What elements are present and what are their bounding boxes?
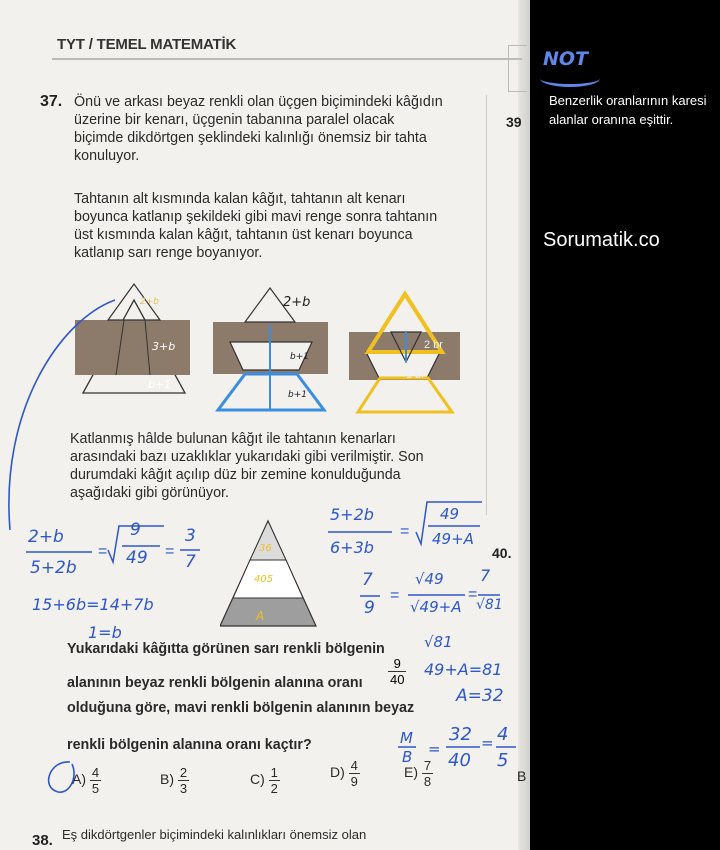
note-text: Benzerlik oranlarının karesi alanlar oranına eşittir. — [549, 93, 707, 127]
req2-num3: 7 — [480, 566, 491, 585]
side-letter-b: B — [517, 768, 527, 784]
final-rd: 5 — [497, 750, 509, 771]
brand-watermark: Sorumatik.co — [543, 229, 660, 251]
header-rule — [52, 58, 522, 60]
final-b: B — [402, 748, 413, 766]
given-ratio: $\frac{9}{40}$ — [390, 656, 405, 687]
req3: 49+A=81 — [424, 660, 503, 679]
question-number: 37. — [40, 93, 63, 110]
req1-num1: 5+2b — [330, 505, 374, 524]
eq2: 15+6b=14+7b — [32, 595, 154, 614]
margin-box — [508, 45, 527, 92]
final-rn: 4 — [497, 724, 509, 745]
eq1-num3: 3 — [185, 526, 196, 546]
final-n: 32 — [449, 724, 472, 745]
svg-text:=: = — [400, 523, 410, 540]
question-line-2: alanının beyaz renkli bölgenin alanına oranı — [67, 675, 363, 691]
eq1-num1: 2+b — [28, 527, 64, 547]
req-lines — [320, 500, 510, 630]
eq1-num2: 9 — [130, 520, 141, 540]
req1-den1: 6+3b — [330, 538, 374, 557]
final-m: M — [400, 729, 413, 747]
req2-den1: 9 — [364, 598, 375, 618]
note-fig1-top: 2+b — [140, 297, 159, 307]
note-title: NOT — [543, 48, 589, 70]
page-header: TYT / TEMEL MATEMATİK — [57, 36, 237, 53]
option-e[interactable]: E) $\frac{7}{8}$ — [404, 758, 432, 789]
answer-mark — [40, 752, 90, 802]
sqrt81: √81 — [424, 633, 453, 651]
req1-num2: 49 — [440, 505, 460, 523]
side-question-number-40: 40. — [492, 545, 512, 561]
note-fig2-top: 2+b — [283, 295, 311, 310]
triangle-label-bot: A — [256, 609, 265, 623]
label-two-br: 2 br — [424, 339, 443, 351]
question-paragraph-1: Önü ve arkası beyaz renkli olan üçgen biçimindeki kâğıdın üzerine bir kenarı, üçgenin tabanına paralel olacak biçimde dikdörtgen şeklindeki kalınlığı önemsiz bir tahta konuluyor. — [74, 94, 443, 164]
pen-curve — [0, 290, 200, 550]
note-fig1-bot: b+1 — [148, 378, 172, 391]
side-question-number-39: 39 — [506, 114, 522, 130]
label-one-br: 1 br — [406, 369, 425, 381]
req2-num2: √49 — [415, 570, 444, 588]
req2-num1: 7 — [362, 570, 373, 590]
req4: A=32 — [456, 686, 504, 706]
eq1-den3: 7 — [185, 552, 196, 572]
note-fig2-mid: b+1 — [290, 352, 309, 362]
column-divider — [486, 95, 487, 515]
final-eq2: = — [481, 734, 494, 752]
triangle-label-mid: 405 — [254, 574, 274, 585]
option-b[interactable]: B) $\frac{2}{3}$ — [160, 765, 188, 796]
next-question-number: 38. — [32, 832, 53, 849]
svg-text:=: = — [468, 586, 478, 603]
note-fig1-mid: 3+b — [152, 340, 176, 353]
svg-text:=: = — [390, 587, 400, 604]
req2-den3: √81 — [476, 597, 503, 613]
option-c[interactable]: C) $\frac{1}{2}$ — [250, 765, 278, 796]
option-a[interactable]: A) $\frac{4}{5}$ — [72, 765, 100, 796]
question-paragraph-3: Katlanmış hâlde bulunan kâğıt ile tahtanın kenarları arasındaki bazı uzaklıklar yukarıdaki gibi verilmiştir. Son durumdaki kâğıt açılıp düz bir zemine konulduğunda aşağıdaki gibi görünüyor. — [70, 431, 424, 501]
req1-den2: 49+A — [432, 530, 474, 548]
eq1-den2: 49 — [126, 548, 148, 568]
note-underline — [540, 70, 600, 87]
req2-den2: √49+A — [410, 598, 462, 616]
next-question-text: Eş dikdörtgenler biçimindeki kalınlıkları önemsiz olan — [62, 827, 367, 842]
final-d: 40 — [448, 750, 471, 771]
figure-2 — [213, 288, 328, 410]
eq3: 1=b — [88, 623, 122, 642]
svg-text:=: = — [165, 543, 175, 560]
final-eq: = — [428, 740, 441, 758]
eq1-lines — [0, 520, 220, 585]
question-line-3: olduğuna göre, mavi renkli bölgenin alanının beyaz — [67, 700, 415, 716]
note-fig2-bot: b+1 — [288, 390, 307, 400]
triangle-label-top: 36 — [259, 543, 272, 554]
question-line-1: Yukarıdaki kâğıtta görünen sarı renkli bölgenin — [67, 641, 385, 657]
eq1-den1: 5+2b — [30, 558, 77, 578]
option-d[interactable]: D) $\frac{4}{9}$ — [330, 758, 358, 789]
svg-text:=: = — [98, 543, 108, 560]
question-line-4: renkli bölgenin alanına oranı kaçtır? — [67, 737, 312, 753]
question-paragraph-2: Tahtanın alt kısmında kalan kâğıt, tahtanın alt kenarı boyunca katlanıp şekildeki gibi mavi renge sonra tahtanın üst kısmında kalan kâğıt, tahtanın üst kenarı boyunca katlanıp sarı renge boyanıyor. — [74, 191, 438, 261]
figure-3 — [349, 294, 460, 412]
final-lines — [398, 740, 523, 754]
